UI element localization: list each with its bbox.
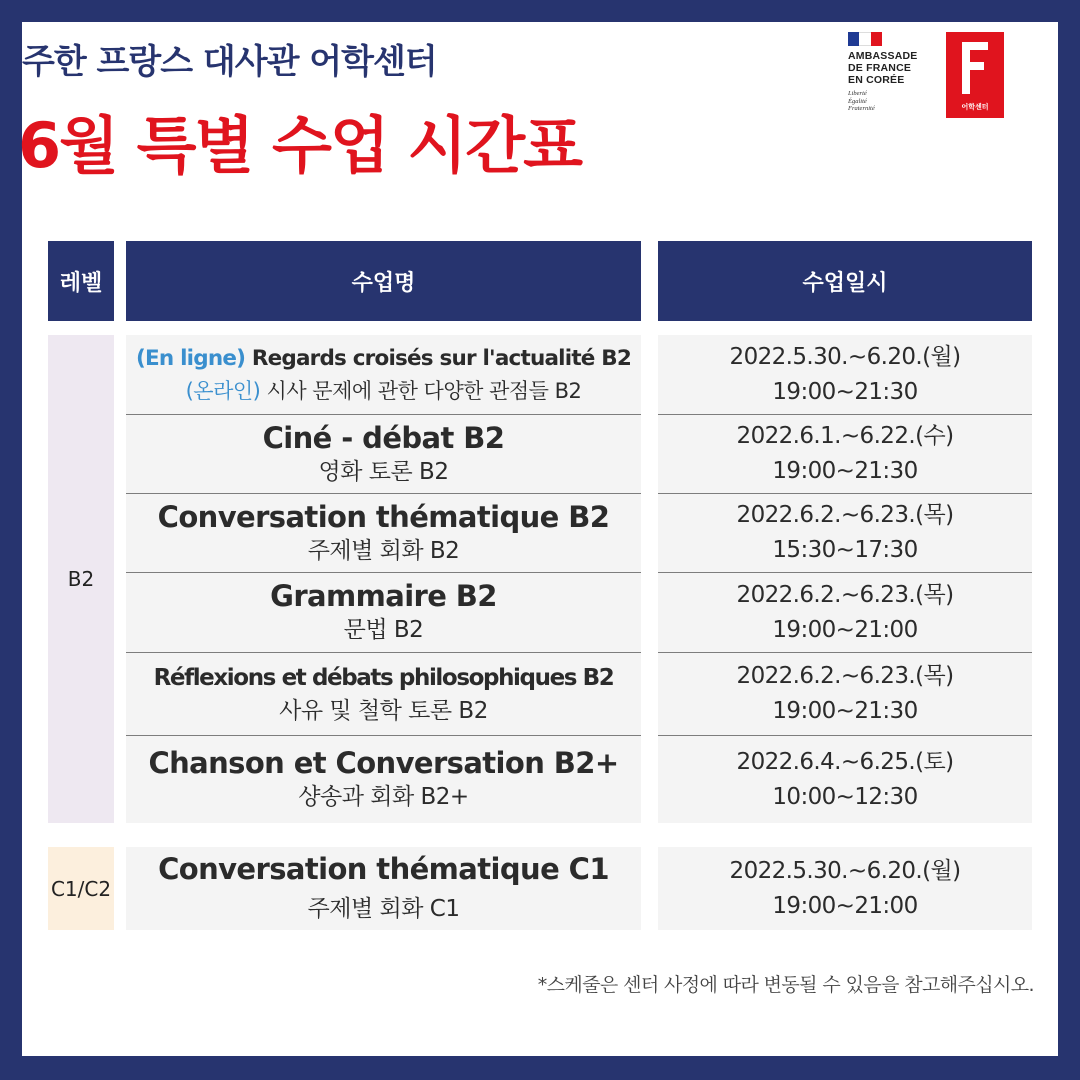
schedule-cell	[658, 335, 1032, 415]
schedule-cell	[658, 653, 1032, 736]
schedule-cell	[658, 573, 1032, 653]
course-time: 19:00~21:00	[772, 616, 918, 643]
course-time: 10:00~12:30	[772, 783, 918, 810]
course-name: Ciné - débat B2	[262, 420, 505, 455]
course-dates: 2022.6.2.~6.23.(목)	[736, 502, 954, 528]
level-cell-c1c2: C1/C2	[48, 847, 114, 930]
page-subtitle: 주한 프랑스 대사관 어학센터	[22, 42, 437, 82]
course-cell	[126, 736, 641, 823]
schedule-cell	[658, 494, 1032, 573]
course-name: Conversation thématique C1	[158, 852, 609, 886]
schedule-cell	[658, 736, 1032, 823]
course-name-korean: 문법 B2	[343, 617, 424, 643]
course-name-korean: (온라인) 시사 문제에 관한 다양한 관점들 B2	[185, 378, 582, 403]
course-cell	[126, 415, 641, 494]
course-name-korean: 주제별 회화 C1	[307, 896, 460, 922]
footnote: *스케줄은 센터 사정에 따라 변동될 수 있음을 참고해주십시오.	[537, 974, 1034, 996]
course-name-korean: 사유 및 철학 토론 B2	[279, 697, 488, 724]
course-dates: 2022.5.30.~6.20.(월)	[729, 857, 961, 884]
french-flag-icon	[848, 32, 882, 46]
embassy-logo	[848, 32, 938, 122]
header-level: 레벨	[48, 241, 114, 321]
course-dates: 2022.6.2.~6.23.(목)	[736, 581, 954, 608]
page-title: 6월 특별 수업 시간표	[18, 109, 582, 182]
center-label: 어학센터	[961, 103, 989, 111]
course-name: Chanson et Conversation B2+	[148, 746, 619, 780]
course-cell	[126, 494, 641, 573]
letter-f-icon	[962, 42, 988, 94]
course-dates: 2022.6.4.~6.25.(토)	[736, 748, 954, 775]
level-cell-b2: B2	[48, 335, 114, 823]
header-course: 수업명	[126, 241, 641, 321]
course-name-korean: 주제별 회화 B2	[307, 537, 460, 564]
course-name: Conversation thématique B2	[157, 499, 610, 534]
course-time: 19:00~21:30	[772, 458, 918, 484]
course-time: 19:00~21:30	[772, 378, 918, 405]
course-name-korean: 영화 토론 B2	[318, 458, 449, 485]
course-time: 19:00~21:30	[772, 698, 918, 724]
course-dates: 2022.6.2.~6.23.(목)	[736, 663, 954, 689]
course-cell	[126, 847, 641, 930]
course-name: Grammaire B2	[270, 579, 497, 613]
schedule-cell	[658, 415, 1032, 494]
language-center-logo	[946, 32, 1004, 118]
schedule-cell	[658, 847, 1032, 930]
course-name: (En ligne) Regards croisés sur l'actualité B2	[135, 345, 632, 371]
course-dates: 2022.5.30.~6.20.(월)	[729, 343, 961, 370]
course-dates: 2022.6.1.~6.22.(수)	[736, 423, 954, 449]
course-time: 19:00~21:00	[772, 892, 918, 919]
embassy-motto: Liberté Égalité Fraternité	[848, 90, 875, 112]
header-schedule: 수업일시	[658, 241, 1032, 321]
course-cell	[126, 573, 641, 653]
embassy-name: AMBASSADE DE FRANCE EN CORÉE	[848, 50, 918, 86]
course-name-korean: 샹송과 회화 B2+	[298, 784, 469, 810]
course-cell	[126, 653, 641, 736]
course-cell	[126, 335, 641, 415]
course-time: 15:30~17:30	[772, 537, 918, 563]
course-name: Réflexions et débats philosophiques B2	[153, 664, 614, 691]
